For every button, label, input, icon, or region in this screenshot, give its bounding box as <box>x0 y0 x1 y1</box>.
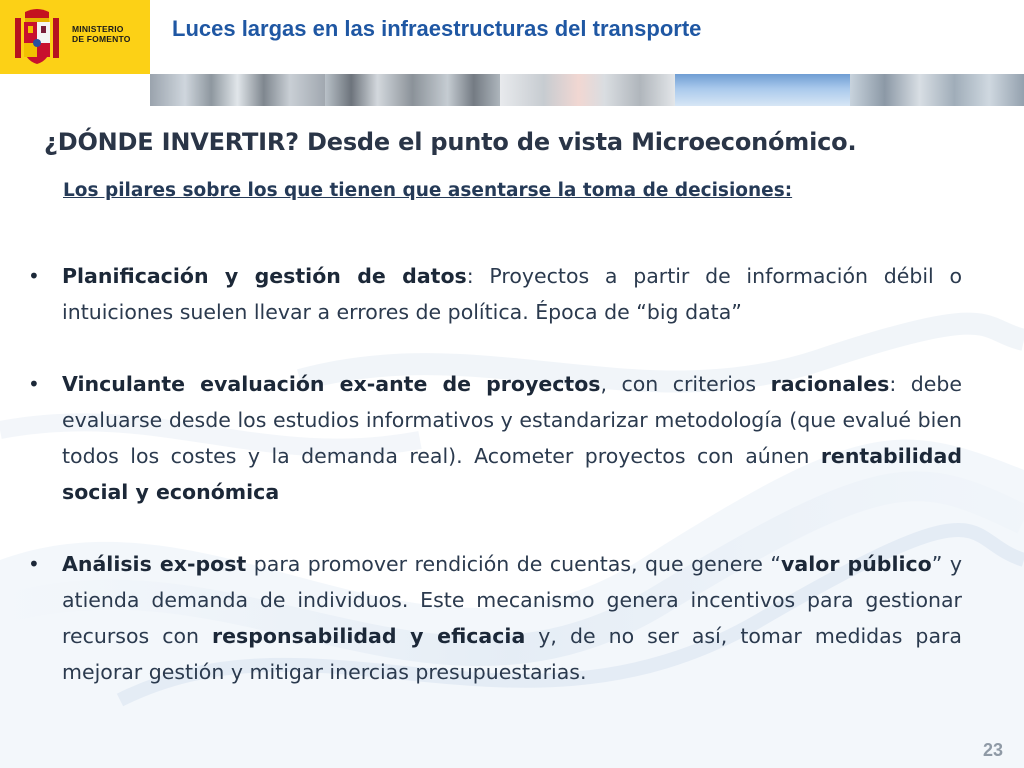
bullet-2-bold-racionales: racionales <box>770 372 890 396</box>
bullet-3-bold-responsabilidad: responsabilidad y eficacia <box>212 624 526 648</box>
ministry-line-2: DE FOMENTO <box>72 34 131 44</box>
bullet-item <box>30 258 962 330</box>
bullet-3-bold-valor: valor público <box>781 552 932 576</box>
bullet-2-bold: Vinculante evaluación ex-ante de proyectos <box>62 372 601 396</box>
page-number: 23 <box>983 740 1004 760</box>
bullet-2-text: , con criterios <box>600 372 771 396</box>
bullet-3-text-end: y, de no ser así, tomar medidas para mejorar gestión y mitigar inercias presupuestarias. <box>62 624 962 684</box>
bullet-marker: • <box>28 372 40 396</box>
header-title: Luces largas en las infraestructuras del transporte <box>172 16 702 41</box>
bullet-1-text: : Proyectos a partir de información débil o intuiciones suelen llevar a errores de política. Época de “big data” <box>62 264 962 324</box>
ministry-line-1: MINISTERIO <box>72 24 124 34</box>
bullet-3-text-cont: ” y atienda demanda de individuos. Este mecanismo genera incentivos para gestionar recursos con <box>62 552 962 648</box>
bullet-marker: • <box>28 264 40 288</box>
bullet-2-text-cont: : debe evaluarse desde los estudios informativos y estandarizar metodología (que evalué bien todos los costes y la demanda real). Acometer proyectos con aúnen <box>62 372 962 468</box>
slide-subtitle: Los pilares sobre los que tienen que asentarse la toma de decisiones: <box>63 180 793 201</box>
bullet-2-bold-rentabilidad: rentabilidad social y económica <box>62 444 962 504</box>
bullet-item <box>30 546 962 690</box>
bullet-item <box>30 366 962 510</box>
bullet-3-bold: Análisis ex-post <box>62 552 247 576</box>
bullet-3-text: para promover rendición de cuentas, que genere “ <box>246 552 782 576</box>
bullet-list <box>30 258 962 690</box>
bullet-1-bold: Planificación y gestión de datos <box>62 264 467 288</box>
slide-title: ¿DÓNDE INVERTIR? Desde el punto de vista Microeconómico. <box>44 128 857 156</box>
bullet-marker: • <box>28 552 40 576</box>
